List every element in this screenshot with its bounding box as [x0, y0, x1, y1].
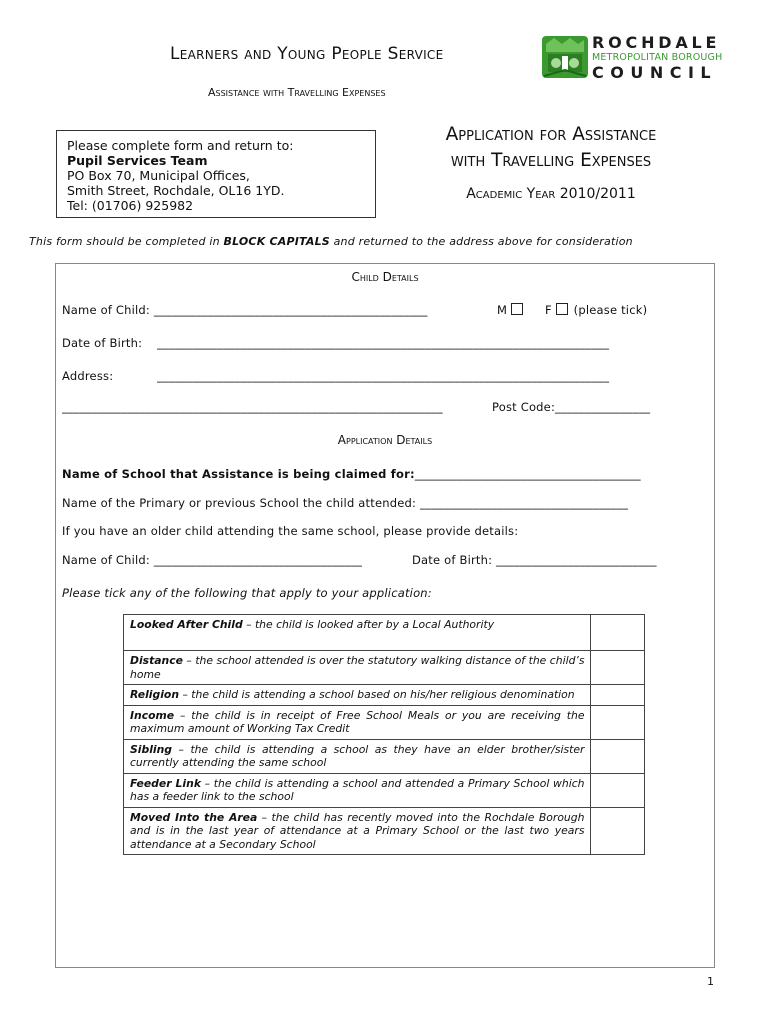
- table-row: [124, 651, 645, 685]
- intro-instruction: [29, 235, 633, 248]
- postcode-field[interactable]: Post Code:________________: [492, 400, 651, 414]
- criteria-text: – the school attended is over the statutory walking distance of the child’s home: [130, 654, 585, 681]
- primary-school-field[interactable]: Name of the Primary or previous School the child attended: ___________________________________: [62, 496, 629, 510]
- male-checkbox[interactable]: [511, 303, 523, 315]
- female-checkbox[interactable]: [556, 303, 568, 315]
- child-name-field[interactable]: Name of Child: ______________________________________________: [62, 303, 428, 317]
- intro-text-after: and returned to the address above for consideration: [329, 235, 633, 248]
- criteria-tick-box[interactable]: [591, 773, 645, 807]
- table-row: [124, 773, 645, 807]
- logo-rochdale-text: ROCHDALE: [592, 33, 721, 52]
- criteria-description: [124, 615, 591, 651]
- criteria-title: Sibling: [130, 742, 173, 756]
- application-title: [388, 122, 714, 174]
- school-claimed-field[interactable]: [62, 467, 641, 481]
- academic-year: Academic Year 2010/2011: [466, 186, 636, 202]
- return-instruction: Please complete form and return to:: [67, 138, 294, 153]
- tick-instruction: Please tick any of the following that apply to your application:: [62, 586, 432, 600]
- address-field-line2[interactable]: ________________________________________________________________: [62, 400, 443, 414]
- criteria-tick-box[interactable]: [591, 807, 645, 855]
- criteria-description: [124, 685, 591, 706]
- application-details-heading: Application Details: [337, 433, 433, 447]
- table-row: [124, 685, 645, 706]
- criteria-text: – the child is attending a school and attended a Primary School which has a feeder link to the school: [130, 776, 585, 803]
- criteria-tick-box[interactable]: [591, 615, 645, 651]
- return-address-line2: Smith Street, Rochdale, OL16 1YD.: [67, 183, 285, 198]
- rochdale-council-logo: [540, 32, 740, 84]
- service-subtitle: Assistance with Travelling Expenses: [208, 86, 386, 99]
- criteria-title: Feeder Link: [130, 776, 202, 790]
- return-team: Pupil Services Team: [67, 153, 208, 168]
- return-telephone: Tel: (01706) 925982: [67, 198, 194, 213]
- criteria-tick-box[interactable]: [591, 685, 645, 706]
- table-row: [124, 739, 645, 773]
- tick-note: (please tick): [573, 303, 648, 317]
- criteria-tick-box[interactable]: [591, 705, 645, 739]
- logo-borough-text: METROPOLITAN BOROUGH: [592, 52, 723, 63]
- table-row: [124, 615, 645, 651]
- page-number: 1: [707, 975, 714, 988]
- criteria-title: Distance: [130, 654, 183, 667]
- criteria-text: – the child is attending a school as they have an elder brother/sister currently attending the same school: [130, 742, 585, 769]
- female-label: F: [544, 303, 552, 317]
- criteria-description: [124, 705, 591, 739]
- criteria-tick-box[interactable]: [591, 651, 645, 685]
- table-row: [124, 807, 645, 855]
- address-label: Address:: [62, 369, 114, 383]
- criteria-tick-box[interactable]: [591, 739, 645, 773]
- criteria-text: – the child is attending a school based on his/her religious denomination: [179, 688, 575, 701]
- older-child-instruction: If you have an older child attending the same school, please provide details:: [62, 524, 519, 538]
- gender-choice: [497, 303, 647, 317]
- criteria-table: [123, 614, 645, 855]
- child-details-heading: Child Details: [351, 270, 419, 284]
- dob-label: Date of Birth:: [62, 336, 143, 350]
- dob-field[interactable]: ____________________________________________________________________________: [157, 336, 610, 350]
- criteria-title: Income: [130, 708, 175, 722]
- table-row: [124, 705, 645, 739]
- service-title: Learners and Young People Service: [170, 44, 444, 64]
- council-crest-icon: [540, 32, 590, 82]
- return-address-box: [56, 130, 376, 218]
- criteria-description: [124, 651, 591, 685]
- school-claimed-label: Name of School that Assistance is being claimed for:: [62, 467, 415, 481]
- criteria-text: – the child has recently moved into the Rochdale Borough and is in the last year of attendance at a Primary School or the last two years attendance at a Secondary School: [130, 810, 585, 851]
- intro-emphasis: BLOCK CAPITALS: [223, 235, 330, 248]
- criteria-description: [124, 807, 591, 855]
- criteria-title: Religion: [130, 688, 180, 701]
- criteria-title: Moved Into the Area: [130, 810, 258, 824]
- address-field-line1[interactable]: ____________________________________________________________________________: [157, 369, 610, 383]
- application-title-line1: Application for Assistance: [445, 124, 657, 145]
- criteria-text: – the child is in receipt of Free School Meals or you are receiving the maximum amount of Working Tax Credit: [130, 708, 585, 735]
- return-address-line1: PO Box 70, Municipal Offices,: [67, 168, 250, 183]
- male-label: M: [497, 303, 508, 317]
- criteria-description: [124, 739, 591, 773]
- intro-text-before: This form should be completed in: [29, 235, 224, 248]
- older-child-dob-field[interactable]: Date of Birth: ___________________________: [412, 553, 657, 567]
- application-title-line2: with Travelling Expenses: [450, 150, 652, 171]
- criteria-text: – the child is looked after by a Local Authority: [242, 618, 495, 631]
- logo-council-text: COUNCIL: [592, 63, 718, 82]
- criteria-description: [124, 773, 591, 807]
- older-child-name-field[interactable]: Name of Child: ___________________________________: [62, 553, 363, 567]
- criteria-title: Looked After Child: [130, 618, 243, 631]
- school-claimed-line: ______________________________________: [414, 467, 641, 481]
